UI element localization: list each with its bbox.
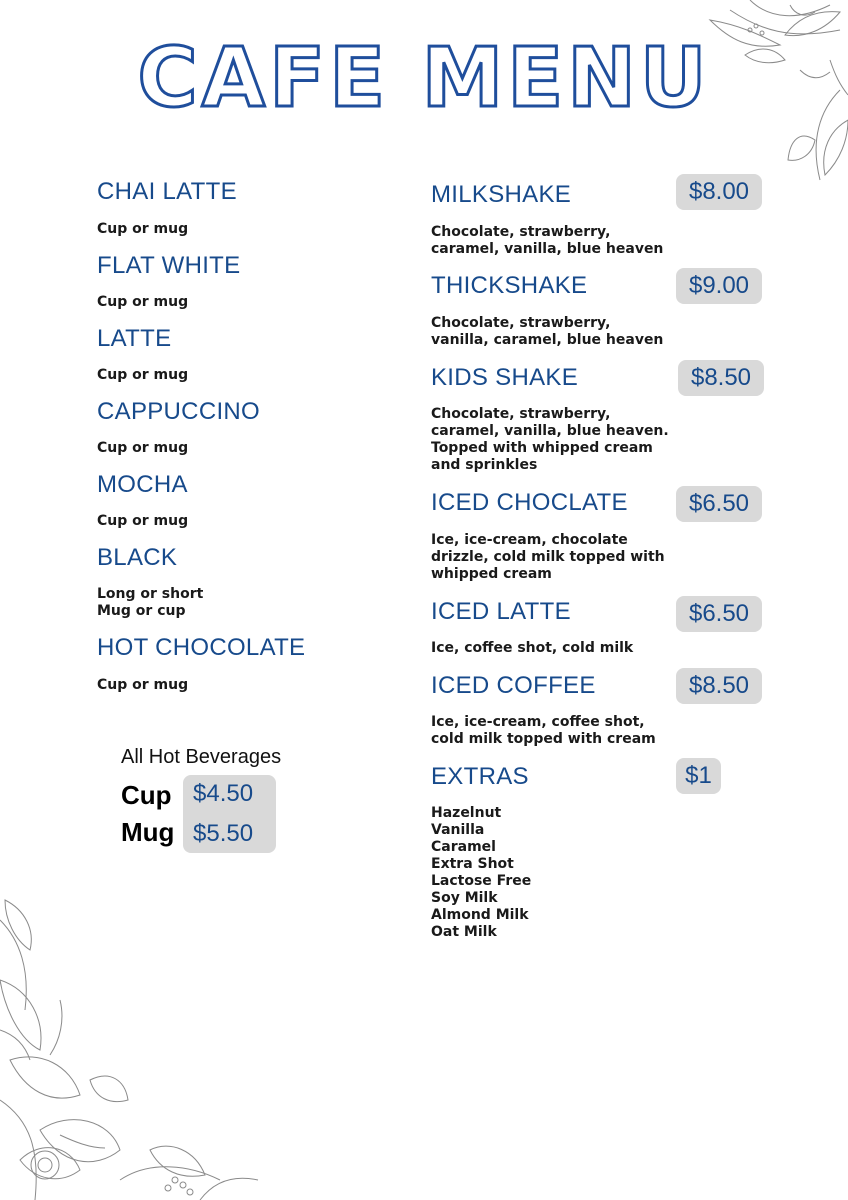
menu-item-iced-latte-name: ICED LATTE xyxy=(431,598,571,625)
menu-item-black-name: BLACK xyxy=(97,544,178,571)
cup-price: $4.50 xyxy=(193,780,254,807)
menu-item-cappuccino-desc: Cup or mug xyxy=(97,440,189,456)
mug-price: $5.50 xyxy=(193,820,254,847)
menu-item-iced-latte-desc: Ice, coffee shot, cold milk xyxy=(431,640,634,656)
menu-item-flat-white-desc: Cup or mug xyxy=(97,294,189,310)
menu-item-iced-coffee-price: $8.50 xyxy=(676,668,762,704)
menu-item-extras-desc: Hazelnut Vanilla Caramel Extra Shot Lactose Free Soy Milk Almond Milk Oat Milk xyxy=(431,805,532,940)
menu-item-extras-name: EXTRAS xyxy=(431,763,529,790)
menu-item-kids-shake-name: KIDS SHAKE xyxy=(431,364,579,391)
menu-item-kids-shake-price: $8.50 xyxy=(678,360,764,396)
menu-item-latte-name: LATTE xyxy=(97,325,172,352)
menu-item-mocha-name: MOCHA xyxy=(97,471,188,498)
menu-item-iced-latte-price: $6.50 xyxy=(676,596,762,632)
menu-item-cappuccino-name: CAPPUCCINO xyxy=(97,398,261,425)
menu-item-milkshake-name: MILKSHAKE xyxy=(431,181,572,208)
menu-item-milkshake-desc: Chocolate, strawberry, caramel, vanilla, blue heaven xyxy=(431,224,664,257)
menu-item-hot-chocolate-desc: Cup or mug xyxy=(97,677,189,693)
menu-item-black-desc: Long or short Mug or cup xyxy=(97,586,204,619)
menu-item-flat-white-name: FLAT WHITE xyxy=(97,252,241,279)
cup-label: Cup xyxy=(121,780,172,810)
menu-item-iced-coffee-name: ICED COFFEE xyxy=(431,672,596,699)
menu-item-chai-latte-desc: Cup or mug xyxy=(97,221,189,237)
menu-item-thickshake-name: THICKSHAKE xyxy=(431,272,588,299)
menu-item-mocha-desc: Cup or mug xyxy=(97,513,189,529)
menu-item-milkshake-price: $8.00 xyxy=(676,174,762,210)
menu-item-iced-choclate-name: ICED CHOCLATE xyxy=(431,489,628,516)
menu-item-latte-desc: Cup or mug xyxy=(97,367,189,383)
floral-bottom-left-decoration xyxy=(0,880,260,1200)
menu-item-thickshake-desc: Chocolate, strawberry, vanilla, caramel, blue heaven xyxy=(431,315,664,348)
menu-item-hot-chocolate-name: HOT CHOCOLATE xyxy=(97,634,306,661)
mug-label: Mug xyxy=(121,817,175,847)
hot-beverages-heading: All Hot Beverages xyxy=(121,746,282,768)
page-title: CAFE MENU xyxy=(137,31,711,126)
menu-item-kids-shake-desc: Chocolate, strawberry, caramel, vanilla, blue heaven. Topped with whipped cream and sprinkles xyxy=(431,406,669,473)
menu-item-thickshake-price: $9.00 xyxy=(676,268,762,304)
menu-item-extras-price: $1 xyxy=(676,758,721,794)
menu-item-iced-coffee-desc: Ice, ice-cream, coffee shot, cold milk topped with cream xyxy=(431,714,656,747)
menu-item-iced-choclate-price: $6.50 xyxy=(676,486,762,522)
menu-item-chai-latte-name: CHAI LATTE xyxy=(97,178,237,205)
menu-item-iced-choclate-desc: Ice, ice-cream, chocolate drizzle, cold milk topped with whipped cream xyxy=(431,532,665,582)
